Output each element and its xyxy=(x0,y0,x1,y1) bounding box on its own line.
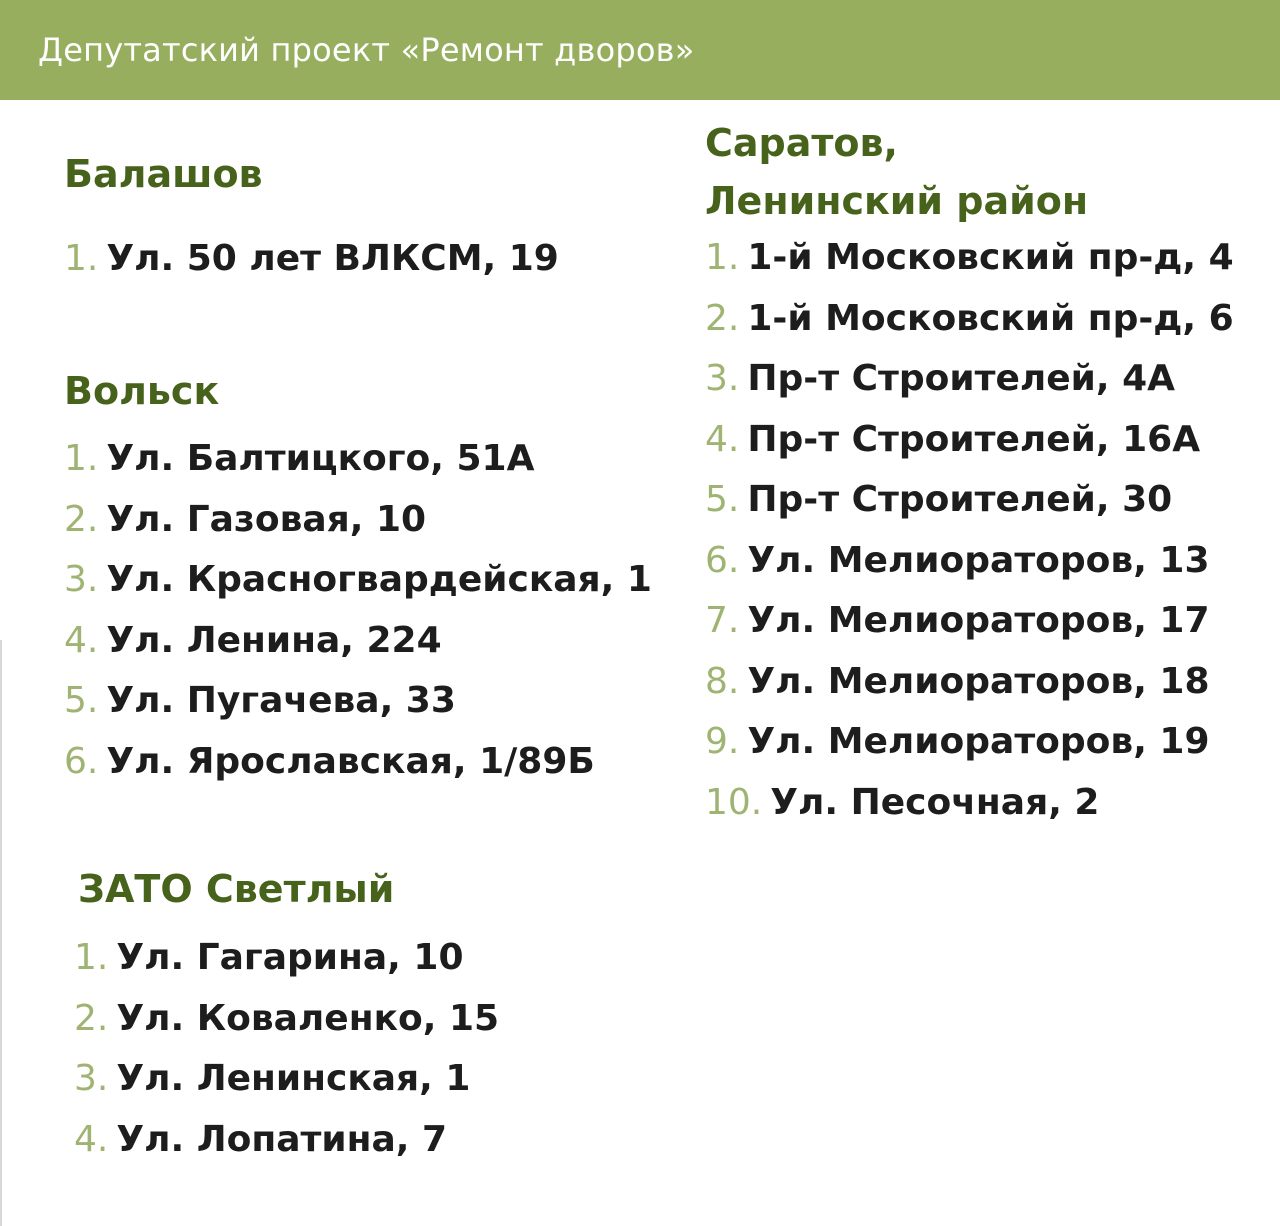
item-address: Ул. Мелиораторов, 17 xyxy=(747,600,1210,641)
item-address: Ул. Песочная, 2 xyxy=(770,781,1100,823)
list-item xyxy=(64,229,559,290)
item-number: 4. xyxy=(74,1118,109,1160)
item-address: Ул. 50 лет ВЛКСМ, 19 xyxy=(106,238,559,279)
item-address: Ул. Мелиораторов, 13 xyxy=(747,539,1210,581)
list-item xyxy=(64,550,652,611)
list-item xyxy=(64,429,652,490)
list-item xyxy=(64,732,652,793)
section-svetly xyxy=(74,860,499,1170)
item-address: Ул. Ленина, 224 xyxy=(106,619,442,661)
address-list-balashov xyxy=(64,229,559,290)
item-number: 4. xyxy=(705,418,740,460)
list-item xyxy=(74,1110,499,1171)
item-number: 8. xyxy=(705,660,740,702)
list-item xyxy=(64,611,652,672)
list-item xyxy=(705,349,1234,410)
item-number: 1. xyxy=(64,438,99,479)
list-item xyxy=(74,989,499,1050)
list-item xyxy=(705,652,1234,713)
item-address: Ул. Ярославская, 1/89Б xyxy=(106,740,595,782)
item-address: Ул. Красногвардейская, 1 xyxy=(106,559,652,600)
list-item xyxy=(64,490,652,551)
list-item xyxy=(74,928,499,989)
section-title-volsk: Вольск xyxy=(64,369,220,413)
item-number: 9. xyxy=(705,721,740,762)
item-address: Ул. Мелиораторов, 19 xyxy=(747,721,1210,762)
header-banner xyxy=(0,0,1280,100)
item-address: Ул. Коваленко, 15 xyxy=(116,997,500,1039)
left-edge-divider xyxy=(0,640,2,1226)
list-item xyxy=(705,228,1234,289)
item-number: 1. xyxy=(64,238,99,279)
address-list-saratov xyxy=(705,228,1234,833)
list-item xyxy=(705,712,1234,773)
list-item xyxy=(705,531,1234,592)
item-address: Ул. Ленинская, 1 xyxy=(116,1058,471,1099)
item-address: Пр-т Строителей, 16А xyxy=(747,418,1201,460)
item-address: Ул. Пугачева, 33 xyxy=(106,680,456,721)
item-number: 5. xyxy=(705,479,740,520)
section-title-balashov: Балашов xyxy=(64,152,263,196)
section-title-saratov-line1: Саратов, xyxy=(705,121,898,165)
list-item xyxy=(705,470,1234,531)
item-number: 2. xyxy=(74,997,109,1039)
item-number: 3. xyxy=(705,358,740,399)
item-address: Пр-т Строителей, 4А xyxy=(747,358,1176,399)
list-item xyxy=(74,1049,499,1110)
item-address: 1-й Московский пр-д, 6 xyxy=(747,297,1234,339)
item-number: 7. xyxy=(705,600,740,641)
section-title-saratov-line2: Ленинский район xyxy=(705,179,1089,223)
item-number: 5. xyxy=(64,680,99,721)
list-item xyxy=(705,591,1234,652)
item-number: 6. xyxy=(64,740,99,782)
address-list-svetly xyxy=(74,928,499,1170)
item-address: Ул. Балтицкого, 51А xyxy=(106,438,535,479)
page-title: Депутатский проект «Ремонт дворов» xyxy=(38,31,695,69)
list-item xyxy=(705,410,1234,471)
list-item xyxy=(705,773,1234,834)
item-number: 3. xyxy=(64,559,99,600)
item-number: 2. xyxy=(705,297,740,339)
item-number: 2. xyxy=(64,498,99,540)
item-number: 10. xyxy=(705,781,763,823)
item-address: 1-й Московский пр-д, 4 xyxy=(747,237,1234,278)
item-number: 1. xyxy=(74,937,109,978)
list-item xyxy=(64,671,652,732)
item-address: Ул. Лопатина, 7 xyxy=(116,1118,448,1160)
section-title-svetly: ЗАТО Светлый xyxy=(78,867,395,911)
item-address: Пр-т Строителей, 30 xyxy=(747,479,1173,520)
item-address: Ул. Газовая, 10 xyxy=(106,498,427,540)
section-balashov xyxy=(64,145,559,290)
address-list-volsk xyxy=(64,429,652,792)
section-saratov xyxy=(705,114,1234,833)
item-address: Ул. Гагарина, 10 xyxy=(116,937,464,978)
item-address: Ул. Мелиораторов, 18 xyxy=(747,660,1210,702)
item-number: 4. xyxy=(64,619,99,661)
item-number: 1. xyxy=(705,237,740,278)
section-volsk xyxy=(64,362,652,792)
list-item xyxy=(705,289,1234,350)
item-number: 6. xyxy=(705,539,740,581)
item-number: 3. xyxy=(74,1058,109,1099)
